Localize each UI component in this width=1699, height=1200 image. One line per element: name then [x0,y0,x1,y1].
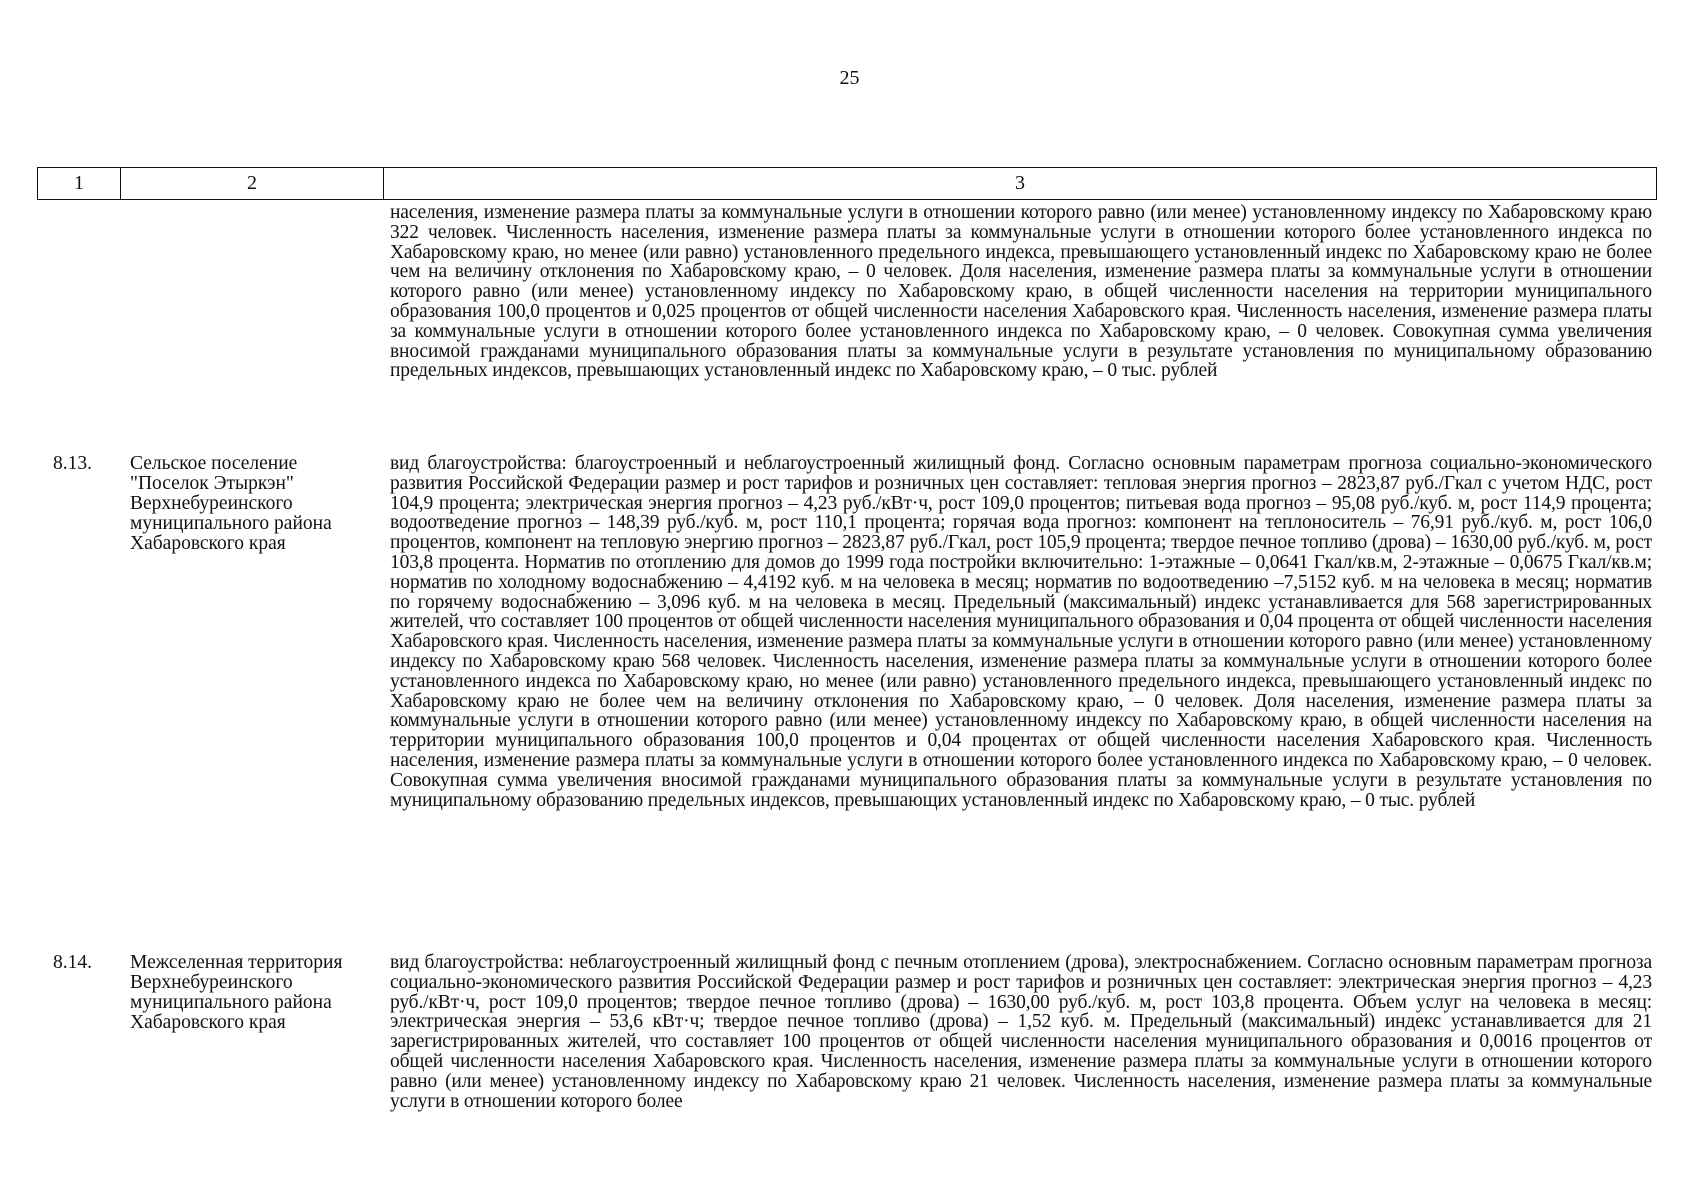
row-name-8-14: Межселенная территория Верхнебуреинского муниципального района Хабаровского края [130,952,343,1033]
table-header [37,167,1657,200]
column-header-3: 3 [1015,172,1025,194]
row-text-8-14: вид благоустройства: неблагоустроенный жилищный фонд с печным отоплением (дрова), электроснабжением. Согласно основным параметрам прогноза социально-экономического развития Российской Федерации размер и рост тарифов и розничных цен составляет: электрическая энергия прогноз – 4,23 руб./кВт·ч, рост 109,0 процентов; твердое печное топливо (дрова) – 1630,00 руб./куб. м, рост 103,8 процента. Объем услуг на человека в месяц: электрическая энергия – 53,6 кВт·ч; твердое печное топливо (дрова) – 1,52 куб. м. Предельный (максимальный) индекс устанавливается для 21 зарегистрированных жителей, что составляет 100 процентов от общей численности населения муниципального образования и 0,0016 процентов от общей численности населения Хабаровского края. Численность населения, изменение размера платы за коммунальные услуги в отношении которого равно (или менее) установленному индексу по Хабаровскому краю 21 человек. Численность населения, изменение размера платы за коммунальные услуги в отношении которого более [390,952,1652,1112]
row-name-8-13: Сельское поселение "Поселок Этыркэн" Верхнебуреинского муниципального района Хабаровского края [130,453,332,554]
page-number: 25 [839,67,860,89]
column-header-2: 2 [121,168,384,199]
continuation-text: населения, изменение размера платы за коммунальные услуги в отношении которого равно (или менее) установленному индексу по Хабаровскому краю 322 человек. Численность населения, изменение размера платы за коммунальные услуги в отношении которого более установленного индекса по Хабаровскому краю, но менее (или равно) установленного предельного индекса, превышающего установленный индекс по Хабаровскому краю не более чем на величину отклонения по Хабаровскому краю, – 0 человек. Доля населения, изменение размера платы за коммунальные услуги в отношении которого равно (или менее) установленному индексу по Хабаровскому краю, в общей численности населения на территории муниципального образования 100,0 процентов и 0,025 процентов от общей численности населения Хабаровского края. Численность населения, изменение размера платы за коммунальные услуги в отношении которого более установленного индекса по Хабаровскому краю, – 0 человек. Совокупная сумма увеличения вносимой гражданами муниципального образования платы за коммунальные услуги в результате установления по муниципальному образованию предельных индексов, превышающих установленный индекс по Хабаровскому краю, – 0 тыс. рублей [390,202,1652,382]
row-text-8-13: вид благоустройства: благоустроенный и неблагоустроенный жилищный фонд. Согласно основным параметрам прогноза социально-экономического развития Российской Федерации размер и рост тарифов и розничных цен составляет: тепловая энергия прогноз – 2823,87 руб./Гкал с учетом НДС, рост 104,9 процента; электрическая энергия прогноз – 4,23 руб./кВт·ч, рост 109,0 процентов; питьевая вода прогноз – 95,08 руб./куб. м, рост 114,9 процента; водоотведение прогноз – 148,39 руб./куб. м, рост 110,1 процента; горячая вода прогноз: компонент на теплоноситель – 76,91 руб./куб. м, рост 106,0 процентов, компонент на тепловую энергию прогноз – 2823,87 руб./Гкал, рост 105,9 процента; твердое печное топливо (дрова) – 1630,00 руб./куб. м, рост 103,8 процента. Норматив по отоплению для домов до 1999 года постройки включительно: 1-этажные – 0,0641 Гкал/кв.м, 2-этажные – 0,0675 Гкал/кв.м; норматив по холодному водоснабжению – 4,4192 куб. м на человека в месяц; норматив по водоотведению –7,5152 куб. м на человека в месяц; норматив по горячему водоснабжению – 3,096 куб. м на человека в месяц. Предельный (максимальный) индекс устанавливается для 568 зарегистрированных жителей, что составляет 100 процентов от общей численности населения муниципального образования и 0,04 процента от общей численности населения Хабаровского края. Численность населения, изменение размера платы за коммунальные услуги в отношении которого равно (или менее) установленному индексу по Хабаровскому краю 568 человек. Численность населения, изменение размера платы за коммунальные услуги в отношении которого более установленного индекса по Хабаровскому краю, но менее (или равно) установленного предельного индекса, превышающего установленный индекс по Хабаровскому краю не более чем на величину отклонения по Хабаровскому краю, – 0 человек. Доля населения, изменение размера платы за коммунальные услуги в отношении которого равно (или менее) установленному индексу по Хабаровскому краю, в общей численности населения на территории муниципального образования 100,0 процентов и 0,04 процентах от общей численности населения Хабаровского края. Численность населения, изменение размера платы за коммунальные услуги в отношении которого более установленного индекса по Хабаровскому краю, – 0 человек. Совокупная сумма увеличения вносимой гражданами муниципального образования платы за коммунальные услуги в результате установления по муниципальному образованию предельных индексов, превышающих установленный индекс по Хабаровскому краю, – 0 тыс. рублей [390,453,1652,811]
row-number-8-13: 8.13. [53,453,92,474]
column-header-1: 1 [38,168,121,199]
row-number-8-14: 8.14. [53,952,92,973]
